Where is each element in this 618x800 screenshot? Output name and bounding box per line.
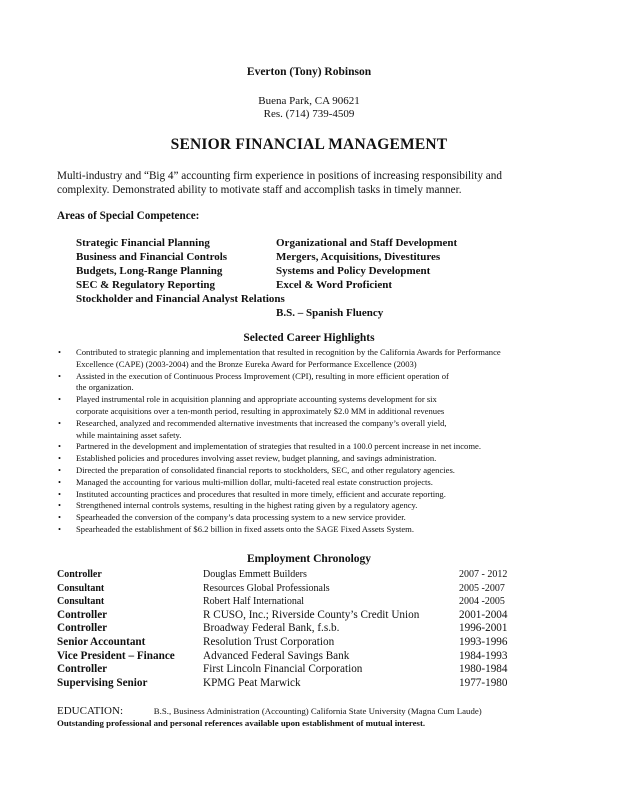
employment-role: Consultant [57,582,105,594]
employment-years: 2004 -2005 [459,596,505,608]
highlight-line: Strengthened internal controls systems, resulting in the highest rating given by a regulatory agency. [76,500,418,511]
employment-role: Controller [57,663,108,676]
employment-heading: Employment Chronology [246,553,372,565]
highlight-item [58,465,501,477]
bullet-icon: • [58,394,62,405]
competence-item: Mergers, Acquisitions, Divestitures [276,251,441,263]
employment-company: Resolution Trust Corporation [203,635,335,648]
highlight-line: Spearheaded the establishment of $6.2 billion in fixed assets onto the SAGE Fixed Assets System. [76,523,414,534]
competence-item: Organizational and Staff Development [276,237,458,249]
employment-years: 1984-1993 [459,649,508,662]
employment-role: Controller [57,608,108,621]
candidate-phone: Res. (714) 739-4509 [263,108,355,120]
highlight-line: the organization. [76,382,134,393]
employment-company: Resources Global Professionals [203,582,330,594]
competence-item: Systems and Policy Development [276,265,431,277]
highlight-line: Partnered in the development and implementation of strategies that resulted in a 100.0 percent increase in net income. [76,441,481,452]
competence-item: Stockholder and Financial Analyst Relations [76,293,285,305]
bullet-icon: • [58,347,62,357]
employment-company: Robert Half International [203,596,305,608]
resume-title: SENIOR FINANCIAL MANAGEMENT [170,136,448,153]
highlight-line: Excellence (CAPE) (2003-2004) and the Bronze Eureka Award for Performance Excellence (2003) [76,358,417,369]
highlight-item [58,524,501,536]
employment-role: Controller [57,622,108,635]
employment-role: Vice President – Finance [57,649,175,662]
employment-years: 2001-2004 [459,608,508,621]
employment-role: Controller [57,569,102,580]
highlight-line: corporate acquisitions over a ten-month period, resulting in approximately $2.0 MM in additional revenues [76,405,445,416]
competence-item: B.S. – Spanish Fluency [276,307,384,319]
bullet-icon: • [58,370,62,381]
highlight-item [58,441,501,453]
employment-company: Advanced Federal Savings Bank [203,649,350,662]
highlight-line: Directed the preparation of consolidated financial reports to stockholders, SEC, and other regulatory agencies. [76,464,455,475]
highlight-item [58,394,501,418]
bullet-icon: • [58,464,62,475]
highlight-line: Played instrumental role in acquisition planning and appropriate accounting systems development for six [76,394,437,405]
highlight-line: Established policies and procedures involving asset review, budget planning, and savings administration. [76,453,437,464]
highlight-item [58,500,501,512]
employment-company: Douglas Emmett Builders [203,569,307,580]
education-text: B.S., Business Administration (Accounting) California State University (Magna Cum Laude) [153,706,482,716]
bullet-icon: • [58,453,62,464]
highlight-item [58,418,501,442]
summary-line: complexity. Demonstrated ability to motivate staff and accomplish tasks in timely manner. [57,184,462,196]
highlight-line: while maintaining asset safety. [76,429,182,440]
highlight-item [58,477,501,489]
employment-company: First Lincoln Financial Corporation [203,663,363,676]
highlight-line: Assisted in the execution of Continuous Process Improvement (CPI), resulting in more efficient operation of [76,370,449,381]
employment-years: 1977-1980 [459,676,508,689]
competence-heading: Areas of Special Competence: [57,210,200,222]
highlight-line: Contributed to strategic planning and implementation that resulted in recognition by the California Awards for Performance [76,347,501,357]
highlight-item [58,347,501,371]
bullet-icon: • [58,488,62,499]
bullet-icon: • [58,512,62,523]
highlight-item [58,512,501,524]
candidate-location: Buena Park, CA 90621 [258,95,360,107]
employment-company: KPMG Peat Marwick [203,676,301,689]
competence-list-left [76,236,285,306]
employment-years: 1996-2001 [459,622,508,635]
employment-company: R CUSO, Inc.; Riverside County’s Credit Union [203,608,420,621]
employment-years: 2005 -2007 [459,582,505,594]
competence-item: Excel & Word Proficient [276,279,392,291]
highlight-line: Researched, analyzed and recommended alternative investments that increased the company’s overall yield, [76,417,447,428]
bullet-icon: • [58,523,62,534]
competence-spacer [276,292,457,306]
employment-company: Broadway Federal Bank, f.s.b. [203,622,340,635]
competence-item: Budgets, Long-Range Planning [76,265,223,277]
employment-years: 2007 - 2012 [459,569,508,580]
competence-item: Business and Financial Controls [76,251,228,263]
employment-role: Supervising Senior [57,676,148,689]
education-line [57,705,482,717]
bullet-icon: • [58,417,62,428]
competence-item: SEC & Regulatory Reporting [76,279,216,291]
candidate-name: Everton (Tony) Robinson [246,66,372,78]
summary-line: Multi-industry and “Big 4” accounting firm experience in positions of increasing responsibility and [57,170,502,182]
employment-role: Consultant [57,596,105,608]
employment-years: 1993-1996 [459,635,508,648]
employment-role: Senior Accountant [57,635,146,648]
competence-item: Strategic Financial Planning [76,237,210,249]
highlights-list [58,347,501,536]
competence-list-right [276,236,457,320]
highlight-line: Instituted accounting practices and procedures that resulted in more timely, efficient and accurate reporting. [76,488,446,499]
highlight-line: Managed the accounting for various multi-million dollar, multi-faceted real estate construction projects. [76,476,433,487]
bullet-icon: • [58,476,62,487]
employment-years: 1980-1984 [459,663,508,676]
bullet-icon: • [58,441,62,452]
references-line: Outstanding professional and personal references available upon establishment of mutual interest. [57,718,426,728]
bullet-icon: • [58,500,62,511]
summary-paragraph [57,169,502,197]
highlight-line: Spearheaded the conversion of the company’s data processing system to a new service provider. [76,512,406,523]
highlight-item [58,489,501,501]
education-label: EDUCATION: [57,705,123,717]
highlight-item [58,453,501,465]
highlight-item [58,371,501,395]
highlights-heading: Selected Career Highlights [243,332,375,344]
